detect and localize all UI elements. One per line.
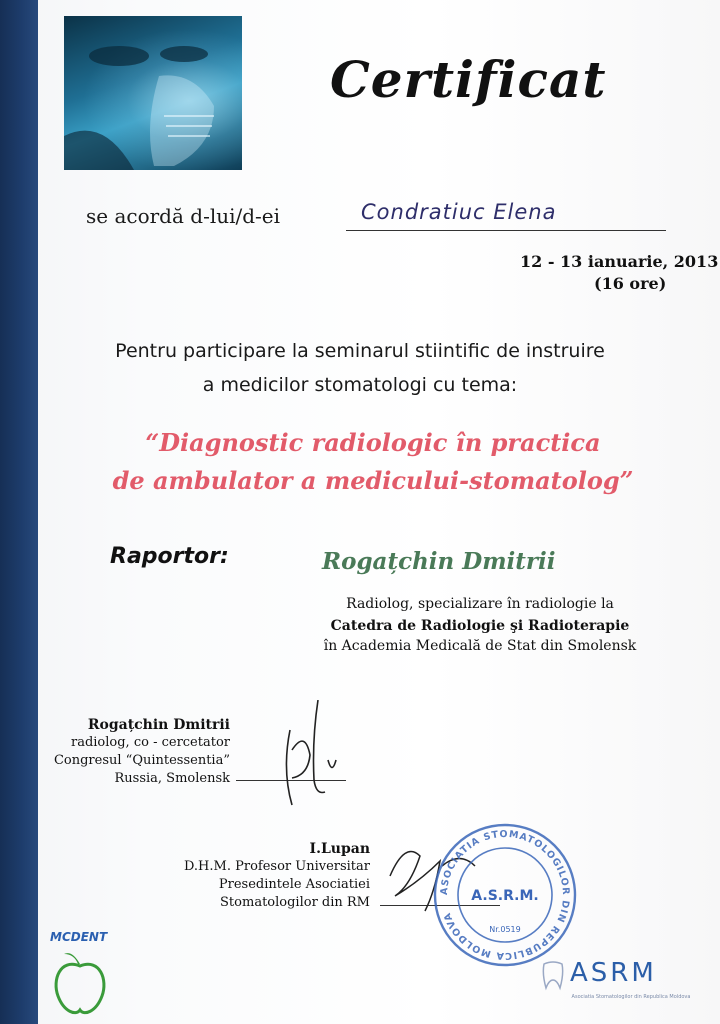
signature-1-scribble — [270, 700, 360, 810]
signatory-2-name: I.Lupan — [309, 841, 370, 857]
rapporteur-desc-3: în Academia Medicală de Stat din Smolensk — [323, 638, 637, 654]
seminar-date: 12 - 13 ianuarie, 2013 — [520, 252, 719, 271]
seminar-hours: (16 ore) — [594, 274, 667, 293]
recipient-name: Condratiuc Elena — [361, 200, 557, 224]
signatory-2-block — [150, 840, 370, 912]
rapporteur-desc-1: Radiolog, specializare în radiologie la — [346, 596, 614, 612]
intro-line-2: a medicilor stomatologi cu tema: — [202, 374, 518, 396]
rapporteur-label: Raportor: — [110, 544, 229, 569]
apple-icon — [50, 946, 110, 1018]
signatory-1-block — [30, 716, 230, 788]
topic-line-2: de ambulator a medicului-stomatolog” — [112, 466, 634, 495]
stamp-center-text: A.S.R.M. — [471, 888, 539, 904]
recipient-underline — [346, 230, 666, 231]
signatory-1-line-2: Congresul “Quintessentia” — [53, 753, 230, 768]
rapporteur-desc-2: Catedra de Radiologie şi Radioterapie — [330, 618, 630, 634]
asrm-logo-text: ASRM — [570, 958, 657, 988]
awarded-label: se acordă d-lui/d-ei — [86, 204, 281, 228]
mcdent-logo — [46, 930, 116, 1020]
asrm-stamp — [430, 820, 580, 970]
tooth-icon — [540, 960, 566, 992]
signatory-2-line-1: D.H.M. Profesor Universitar — [183, 859, 370, 874]
signatory-1-line-1: radiolog, co - cercetator — [70, 735, 230, 750]
xray-portrait-image — [64, 16, 242, 170]
certificate-title: Certificat — [330, 50, 607, 109]
stamp-ring-text: ASOCIATIA STOMATOLOGILOR DIN REPUBLICA MOLDOVA — [438, 828, 572, 962]
signatory-1-name: Rogațchin Dmitrii — [87, 717, 230, 733]
signatory-1-line-3: Russia, Smolensk — [114, 771, 230, 786]
stamp-number: Nr.0519 — [489, 925, 521, 934]
asrm-logo-subtitle: Asociatia Stomatologilor din Republica Moldova — [571, 994, 691, 1000]
topic-line-1: “Diagnostic radiologic în practica — [145, 428, 601, 457]
mcdent-logo-text: MCDENT — [50, 930, 108, 944]
asrm-logo — [556, 956, 706, 1016]
signatory-2-line-2: Presedintele Asociatiei — [218, 877, 370, 892]
signatory-2-line-3: Stomatologilor din RM — [220, 895, 370, 910]
rapporteur-name: Rogațchin Dmitrii — [322, 548, 556, 575]
awarded-row — [86, 200, 686, 240]
left-border-bar — [0, 0, 38, 1024]
intro-line-1: Pentru participare la seminarul stiintific de instruire — [115, 340, 605, 362]
